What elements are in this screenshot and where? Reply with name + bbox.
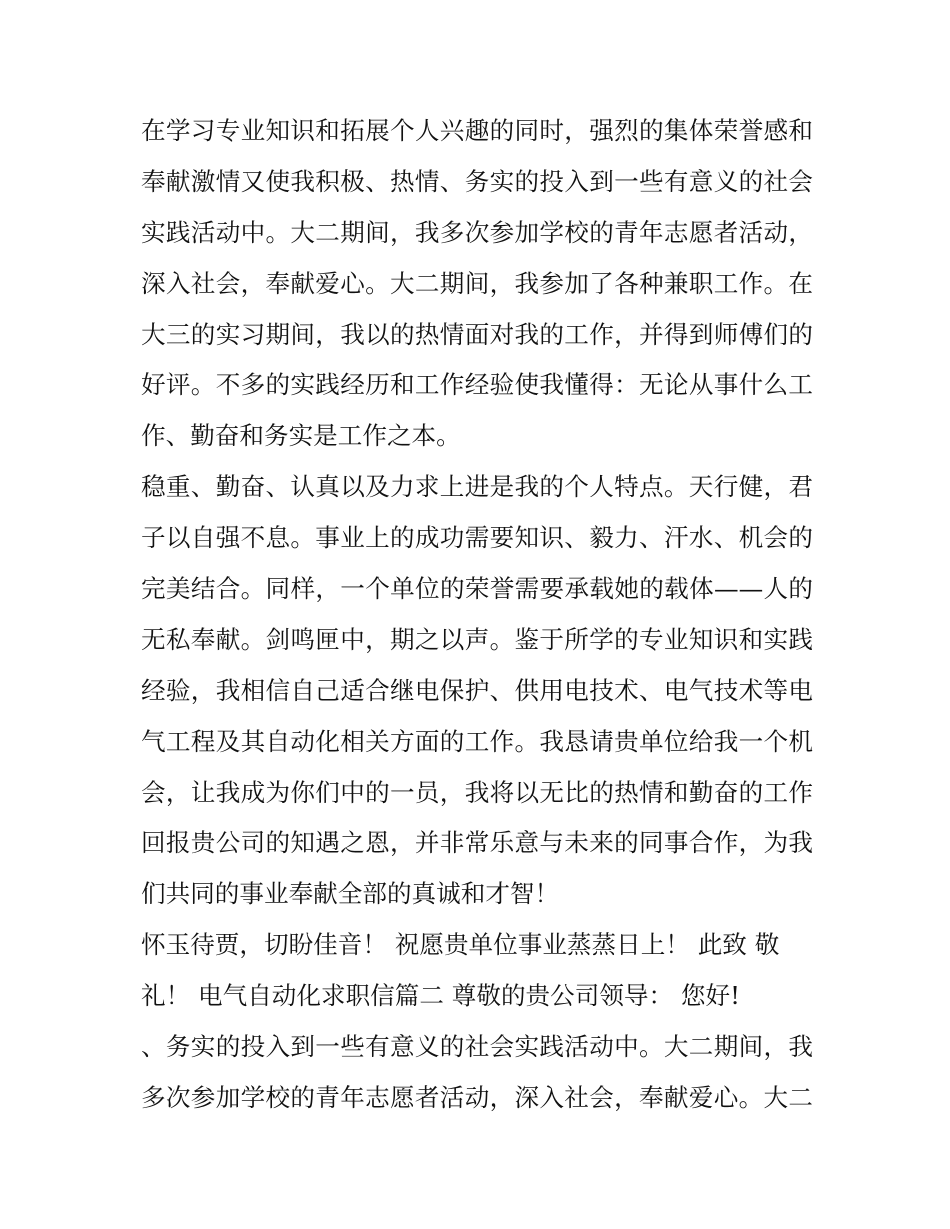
text-line: 实践活动中。大二期间，我多次参加学校的青年志愿者活动， <box>141 217 813 247</box>
body-text <box>141 106 813 1124</box>
text-line: 奉献激情又使我积极、热情、务实的投入到一些有意义的社会 <box>141 166 813 196</box>
text-line: 大三的实习期间，我以的热情面对我的工作，并得到师傅们的 <box>141 319 813 349</box>
text-line: 经验，我相信自己适合继电保护、供用电技术、电气技术等电 <box>141 675 813 705</box>
text-line: 礼！ 电气自动化求职信篇二 尊敬的贵公司领导： 您好! <box>141 981 740 1011</box>
text-line: 气工程及其自动化相关方面的工作。我恳请贵单位给我一个机 <box>141 726 813 756</box>
text-line: 无私奉献。剑鸣匣中，期之以声。鉴于所学的专业知识和实践 <box>141 624 813 654</box>
text-line: 作、勤奋和务实是工作之本。 <box>141 421 461 451</box>
text-line: 子以自强不息。事业上的成功需要知识、毅力、汗水、机会的 <box>141 523 813 553</box>
text-line: 怀玉待贾，切盼佳音！ 祝愿贵单位事业蒸蒸日上！ 此致 敬 <box>141 930 780 960</box>
text-line: 稳重、勤奋、认真以及力求上进是我的个人特点。天行健，君 <box>141 472 813 502</box>
text-line: 完美结合。同样，一个单位的荣誉需要承载她的载体——人的 <box>141 574 813 604</box>
text-line: 深入社会，奉献爱心。大二期间，我参加了各种兼职工作。在 <box>141 268 813 298</box>
text-line: 们共同的事业奉献全部的真诚和才智！ <box>141 879 560 909</box>
text-line: 、务实的投入到一些有意义的社会实践活动中。大二期间，我 <box>141 1032 813 1062</box>
text-line: 好评。不多的实践经历和工作经验使我懂得：无论从事什么工 <box>141 370 813 400</box>
text-line: 多次参加学校的青年志愿者活动，深入社会，奉献爱心。大二 <box>141 1082 813 1112</box>
text-line: 会，让我成为你们中的一员，我将以无比的热情和勤奋的工作 <box>141 777 813 807</box>
text-line: 回报贵公司的知遇之恩，并非常乐意与未来的同事合作，为我 <box>141 828 813 858</box>
text-line: 在学习专业知识和拓展个人兴趣的同时，强烈的集体荣誉感和 <box>141 116 813 145</box>
